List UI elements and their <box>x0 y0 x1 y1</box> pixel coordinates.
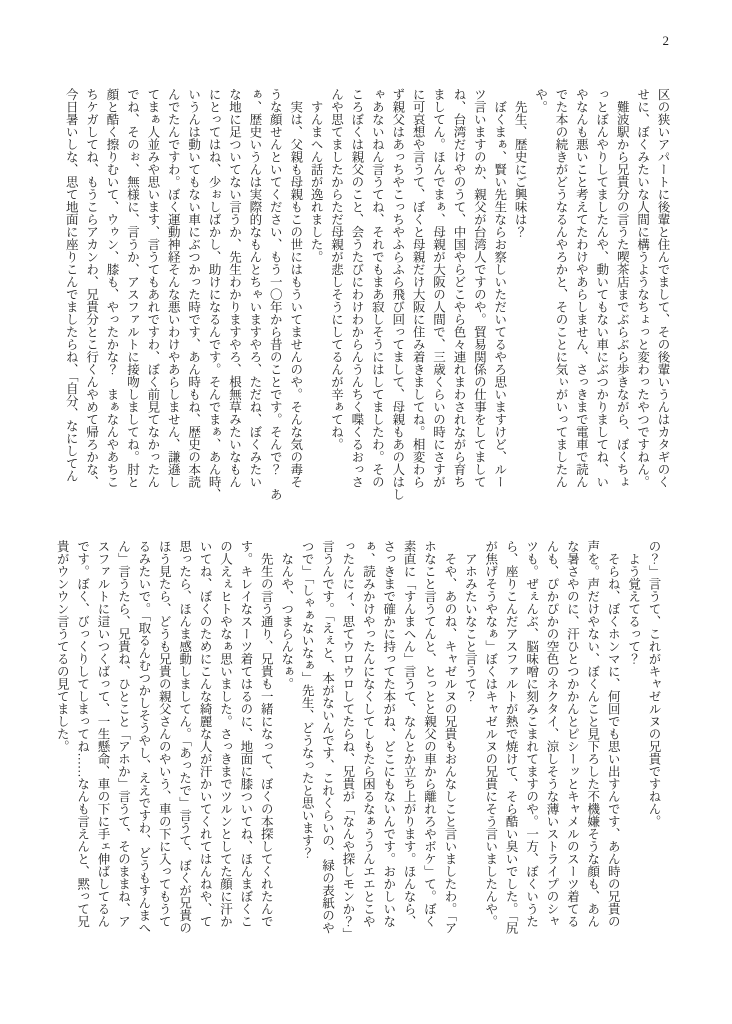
text-line: よう覚えてるって？ <box>626 540 641 665</box>
bottom-text-block <box>52 540 664 970</box>
text-line: 難波駅から兄貴分の言うた喫茶店までぶらぶら歩きながら、ぼくちょ <box>615 88 630 488</box>
text-line: うな顔せんといてください、もう一〇年から昔のことです。そんで？ あ <box>268 88 283 501</box>
text-line: の？」言うて、これがキャゼルヌの兄貴ですねん。 <box>647 540 661 828</box>
text-line: ツも。ぜぇんぶ、脳味噌に刻みこまれてますのや。一方、ぼくいうた <box>524 540 539 928</box>
text-line: いてね、ぼくのためにこんな綺麗な人が汗かいてくれてはんねや、て <box>198 540 213 928</box>
text-line: そらね、ぼくホンマに、何回でも思い出すんです、あん時の兄貴の <box>606 540 621 928</box>
text-line: ら、座りこんだアスファルトが熱で焼けて、そら酷い臭いでした。「尻 <box>504 540 519 934</box>
text-line: や。 <box>533 88 548 113</box>
text-line: ったんにィ、思てウロウロしてたらね、兄貴が「なんや探しモンか？」 <box>340 540 355 940</box>
text-line: 先生の言う通り、兄貴も一緒になって、ぼくの本探してくれたんで <box>259 540 274 928</box>
text-line: でた本の続きがどうなるんやろかと、そのことに気ぃがいってましたん <box>553 88 568 488</box>
text-line: ず親父はあっちやこっちやふらふら飛び回ってまして、母親もあの人はし <box>390 88 405 501</box>
text-line: の人えぇヒトやなぁ思いました。さっきまでツルンとしてた顔に汗か <box>218 540 233 928</box>
text-line: んも、ぴかぴかの空色のネクタイ、涼しそうな薄いストライプのシャ <box>544 540 559 928</box>
text-line: んでたんですわ。ぼく運動神経そんな悪いわけやあらしません、謙遜し <box>166 88 181 488</box>
text-line: せに、ぼくみたいな人間に構うようなちょっと変わったやつですねん。 <box>635 88 650 488</box>
text-line: ね、台湾だけやのうて、中国やらどこやら色々連れまわされながら育ち <box>451 88 466 488</box>
text-line: が焦げそうやなぁ」ぼくはキャゼルヌの兄貴にそう言いましたんや。 <box>483 540 498 928</box>
text-line: です。ぼく、びっくりしてしまってね……なんも言えんと、黙って兄 <box>75 540 90 928</box>
text-line: ぁ、読みかけやったんになくしてしもたら困るなぁううんエエとこや <box>361 540 376 928</box>
text-line: すんまへん話が逸れました。 <box>309 88 324 263</box>
text-line: ましてん。ほんでまぁ、母親が大阪の人間で、三歳くらいの時にさすが <box>431 88 446 488</box>
text-line: ぁ、歴史いうんは実際的なもんとちゃいますやろ、ただね、ぼくみたい <box>247 88 262 488</box>
text-line: 先生、歴史にご興味は？ <box>513 88 528 238</box>
text-line: ゃあないねん言うてね、それでもまあ寂しそうにはしてましたわ。その <box>370 88 385 488</box>
text-line: なんや、つまらんなぁ。 <box>279 540 294 690</box>
text-line: ほう見たら、どうも兄貴の親父さんのやいう、車の下に入ってもうて <box>157 540 172 928</box>
text-line: す。キレイなスーツ着てはるのに、地面に膝ついてね、ほんまぼくこ <box>238 540 253 928</box>
text-line: 区の狭いアパートに後輩と住んでまして、その後輩いうんはカタギのく <box>656 88 670 488</box>
text-line: ころぼくは親父のこと、会うたびにわけわからんうんちく喋くるおっさ <box>349 88 364 488</box>
text-line: てまぁ人並みや思います、言うてもあれですわ、ぼく前見てなかったん <box>145 88 160 488</box>
text-line: 声を。声だけやない、ぼくんこと見下ろした不機嫌そうな顔も、あん <box>585 540 600 928</box>
text-line: 顔と酷く擦りむいて、ウゥン、膝も、やったかな？ まぁなんやあちこ <box>105 88 120 488</box>
text-line: ん」言うたら、兄貴ね、ひとこと「アホか」言うて、そのままね、ア <box>116 540 131 928</box>
text-line: な地に足ついてない言うか、先生わかりますやろ、根無草みたいなもん <box>227 88 242 488</box>
text-line: スファルトに這いつくばって、一生懸命、車の下に手ェ伸ばしてるん <box>96 540 111 928</box>
text-line: 思ったら、ほんま感動しましてん。「あったで」言うて、ぼくが兄貴の <box>177 540 192 934</box>
text-line: 言うんです。「えぇと、本がないんです、これくらいの、緑の表紙のや <box>320 540 335 934</box>
text-line: でね、そのぉ、無様に、言うか、アスファルトに接吻しましてね。肘と <box>125 88 140 488</box>
text-line: るみたいで。「取るんむつかしそうやし、ええですわ、どうもすんまへ <box>136 540 151 934</box>
text-line: やなんも悪いこと考えてたわけやあらしません、さっきまで電車で読ん <box>574 88 589 488</box>
text-line: っとぼんやりしてましたんや、動いてもない車にぶつかりましてね、い <box>594 88 609 488</box>
text-line: アホみたいなこと言うて？ <box>463 540 478 703</box>
text-line: に可哀想や言うて、ぼくと母親だけ大阪に住み着きましてね。相変わら <box>411 88 426 488</box>
text-line: ホなこと言うてんと、とっとと親父の車から離れろやボケ」て。ぼく <box>422 540 437 928</box>
text-line: いうんは動いてもない車にぶつかった時です、あん時もね、歴史の本読 <box>186 88 201 488</box>
text-line: 貴がウンウン言うてるの見てました。 <box>55 540 70 753</box>
text-line: 今日暑いしな、思て地面に座りこんでましたらね、「自分、なにしてん <box>64 88 79 482</box>
text-line: 実は、父親も母親もこの世にはもういてませんのや。そんな気の毒そ <box>288 88 303 488</box>
text-line: さっきまで確かに持ってた本がね、どこにもないんです。おかしいな <box>381 540 396 928</box>
text-line: な暑さやのに、汗ひとつかかんとピシーッとキャメルのスーツ着てる <box>565 540 580 928</box>
text-line: そや、あのね、キャゼルヌの兄貴もおんなしこと言いましたわ。「ア <box>442 540 457 934</box>
top-text-block <box>61 88 673 518</box>
text-line: ツ言いますのか、親父が台湾人ですのや。貿易関係の仕事をしてまして <box>472 88 487 488</box>
text-line: にとってはね、少ぉしばかし、助けになるんです。そんでまぁ、あん時、 <box>207 88 222 501</box>
text-line: つで」「しゃぁないなぁ」先生、どうなったと思います？ <box>300 540 315 859</box>
page-number: 2 <box>662 33 669 48</box>
text-line: んや思てましたからただ母親が悲しそうにしてるんが辛ぁてね。 <box>329 88 344 451</box>
text-line: ちケガしてね、もうこらアカンわ、兄貴分とこ行くんやめて帰ろかな、 <box>84 88 99 488</box>
text-line: ぼくまぁ、賢い先生ならお察しいただいてるやろ思いますけど、ルー <box>492 88 507 488</box>
text-line: 素直に「すんまへん」言うて、なんとか立ち上がります。ほんなら、 <box>402 540 417 928</box>
